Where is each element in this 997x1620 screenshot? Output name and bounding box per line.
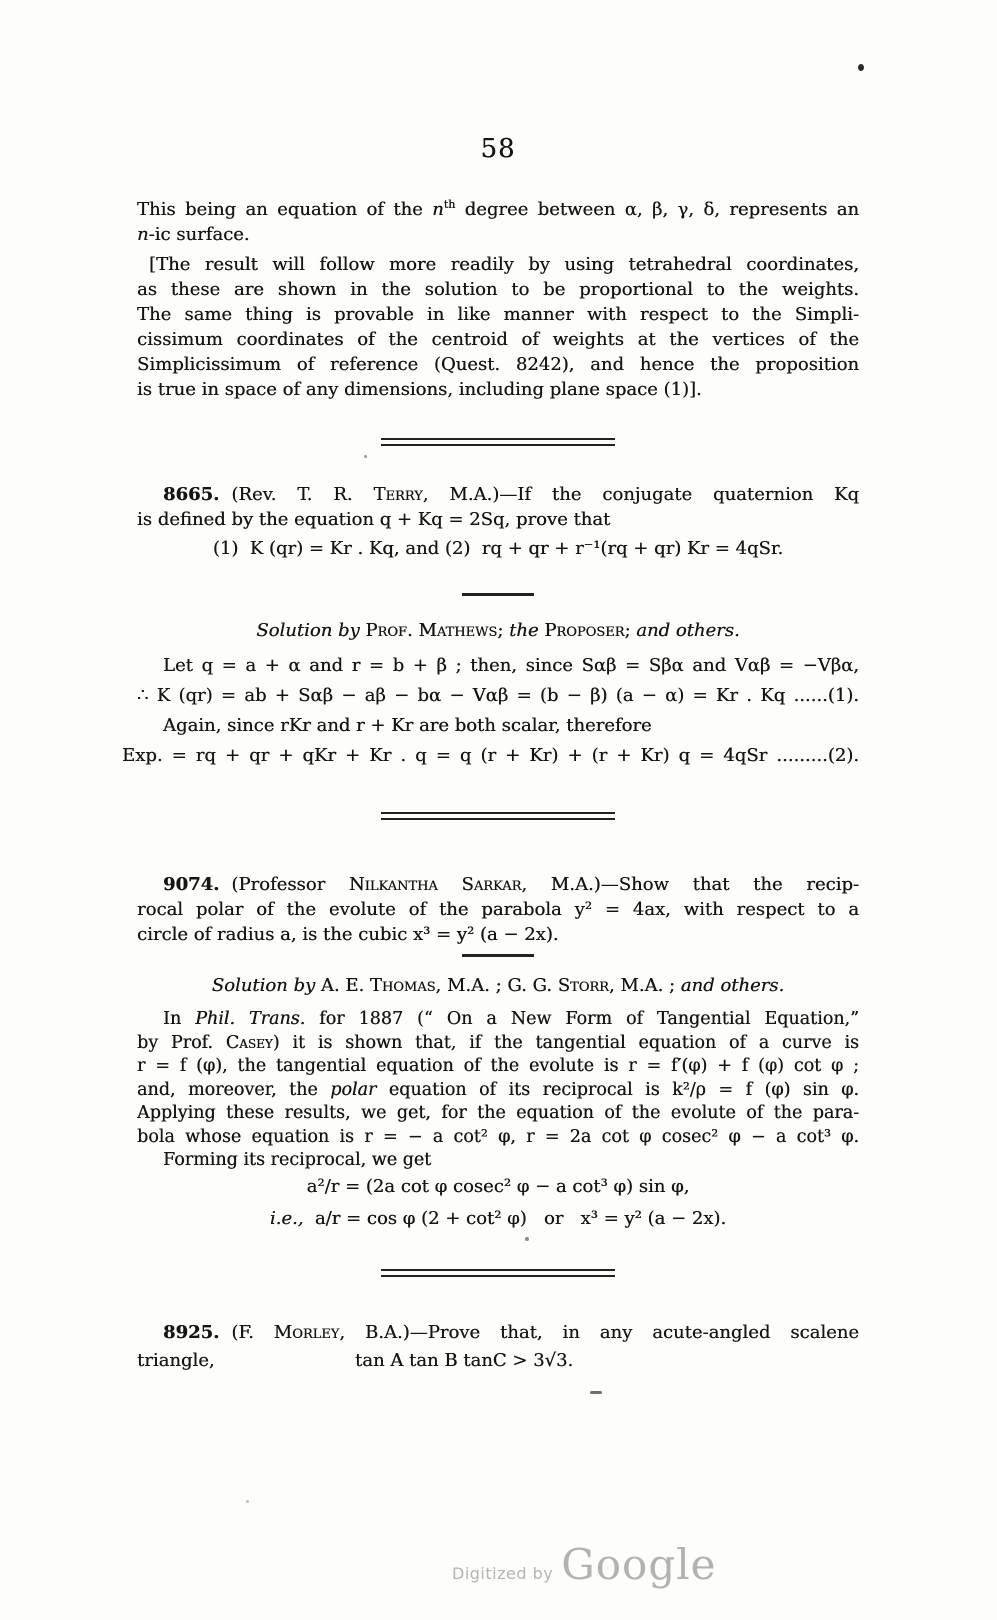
display-equation-9074-1: a²/r = (2a cot φ cosec² φ − a cot³ φ) sin φ, <box>306 1176 690 1197</box>
intro-paragraph <box>137 197 859 247</box>
byline-fragment: Solution by <box>256 620 366 641</box>
text-fragment: by Prof. <box>137 1032 226 1053</box>
solution-body-9074 <box>137 1008 859 1173</box>
problem-8665-heading <box>137 482 859 532</box>
solution-body-8665 <box>122 651 859 771</box>
solver-name: G. G. Storr <box>507 975 609 996</box>
text-line: is true in space of any dimensions, including plane space (1)]. <box>137 379 702 400</box>
solution-divider-rule <box>462 593 534 596</box>
scan-speck <box>590 1391 602 1394</box>
display-equation-9074-2 <box>137 1208 859 1229</box>
emphasized-word: polar <box>330 1079 377 1100</box>
solution-line <box>137 1008 859 1032</box>
text-fragment: (Rev. T. R. <box>231 484 374 505</box>
byline-fragment: ; <box>497 620 510 641</box>
section-divider-double-rule <box>381 812 615 820</box>
text-line <box>137 872 859 897</box>
author-name: Casey <box>225 1032 273 1053</box>
byline-fragment: , M.A. ; <box>608 975 681 996</box>
section-divider-double-rule <box>381 1269 615 1277</box>
text-line: is defined by the equation q + Kq = 2Sq, prove that <box>137 509 611 530</box>
text-fragment: (F. <box>231 1322 274 1343</box>
byline-fragment: and others. <box>680 975 785 996</box>
solution-line: Let q = a + α and r = b + β ; then, since Sαβ = Sβα and Vαβ = −Vβα, <box>163 655 859 676</box>
text-line: The same thing is provable in like manner with respect to the Simpli- <box>137 304 859 325</box>
proposer-name: Morley <box>273 1322 340 1343</box>
text-line: as these are shown in the solution to be proportional to the weights. <box>137 279 859 300</box>
byline-fragment: Solution by <box>211 975 321 996</box>
problem-number: 8925. <box>163 1322 220 1343</box>
scan-speck <box>525 1237 529 1241</box>
math-variable: n <box>137 224 149 245</box>
text-fragment: degree between α, β, γ, δ, represents an <box>455 199 859 220</box>
solution-line: ∴ K (qr) = ab + Sαβ − aβ − bα − Vαβ = (b − β) (a − α) = Kr . Kq ......(1). <box>137 685 859 706</box>
text-line <box>137 197 859 222</box>
solution-line: bola whose equation is r = − a cot² φ, r = 2a cot φ cosec² φ − a cot³ φ. <box>137 1126 859 1147</box>
byline-fragment: , M.A. ; <box>435 975 508 996</box>
equation-fragment: a/r = cos φ (2 + cot² φ) or x³ = y² (a − 2x). <box>303 1208 727 1229</box>
solution-line: r = f (φ), the tangential equation of the evolute is r = f′(φ) + f (φ) cot φ ; <box>137 1056 859 1076</box>
text-fragment: for 1887 (“ On a New Form of Tangential Equation,” <box>305 1009 860 1029</box>
text-line <box>137 1348 859 1373</box>
text-line <box>137 1320 859 1345</box>
text-line <box>137 482 859 507</box>
text-line: circle of radius a, is the cubic x³ = y² (a − 2x). <box>137 924 559 945</box>
google-logo: Google <box>561 1540 717 1589</box>
text-fragment: ) it is shown that, if the tangential equation of a curve is <box>272 1032 859 1053</box>
text-fragment: This being an equation of the <box>137 199 433 220</box>
solution-byline-9074 <box>137 975 859 996</box>
watermark-prefix: Digitized by <box>452 1564 554 1583</box>
proposer-name: Terry <box>373 484 423 505</box>
text-fragment: and, moreover, the <box>137 1079 331 1100</box>
problem-number: 9074. <box>163 874 220 895</box>
text-fragment: , M.A.)—Show that the recip- <box>521 874 859 895</box>
solution-byline-8665 <box>137 620 859 641</box>
bracket-note-paragraph <box>137 252 859 402</box>
scan-speck <box>246 1500 249 1503</box>
inline-equation: tan A tan B tanC > 3√3. <box>355 1350 574 1371</box>
text-fragment: triangle, <box>137 1350 215 1371</box>
text-fragment: In <box>163 1009 196 1029</box>
text-line: Simplicissimum of reference (Quest. 8242), and hence the proposition <box>137 354 859 375</box>
text-fragment: (Professor <box>231 874 349 895</box>
text-line: cissimum coordinates of the centroid of weights at the vertices of the <box>137 329 859 350</box>
problem-8925-heading <box>137 1320 859 1373</box>
proposer-name: Nilkantha Sarkar <box>348 874 522 895</box>
solution-line: Forming its reciprocal, we get <box>163 1150 432 1170</box>
scan-speck <box>364 455 367 458</box>
solution-divider-rule <box>462 954 534 957</box>
math-variable: n <box>432 199 444 220</box>
problem-number: 8665. <box>163 484 220 505</box>
superscript: th <box>443 198 456 211</box>
text-line: rocal polar of the evolute of the parabola y² = 4ax, with respect to a <box>137 899 859 920</box>
page-number: 58 <box>480 134 516 164</box>
solver-name: Proposer <box>544 620 625 641</box>
solution-line: Applying these results, we get, for the equation of the evolute of the para- <box>137 1103 859 1123</box>
solution-line: Again, since rKr and r + Kr are both scalar, therefore <box>163 715 652 736</box>
solution-line <box>137 1079 859 1103</box>
text-fragment: -ic surface. <box>148 224 250 245</box>
section-divider-double-rule <box>381 438 615 446</box>
solver-name: Prof. Mathews <box>365 620 498 641</box>
solver-name: A. E. Thomas <box>320 975 436 996</box>
problem-9074-heading <box>137 872 859 947</box>
solution-line: Exp. = rq + qr + qKr + Kr . q = q (r + Kr) + (r + Kr) q = 4qSr .........(2). <box>122 745 859 766</box>
display-equation-8665: (1) K (qr) = Kr . Kq, and (2) rq + qr + r⁻¹(rq + qr) Kr = 4qSr. <box>212 538 784 559</box>
text-fragment: , M.A.)—If the conjugate quaternion Kq <box>422 484 859 505</box>
text-line: [The result will follow more readily by using tetrahedral coordinates, <box>149 254 859 275</box>
byline-fragment: ; <box>624 620 637 641</box>
journal-title: Phil. Trans. <box>195 1009 306 1029</box>
google-watermark <box>452 1540 717 1589</box>
text-line <box>137 222 859 247</box>
text-fragment: equation of its reciprocal is k²/ρ = f (φ) sin φ. <box>376 1079 859 1100</box>
ie-abbreviation: i.e., <box>269 1208 304 1229</box>
byline-fragment: the <box>509 620 545 641</box>
scan-speck <box>858 64 864 71</box>
solution-line <box>137 1032 859 1056</box>
text-fragment: , B.A.)—Prove that, in any acute-angled scalene <box>339 1322 859 1343</box>
byline-fragment: and others. <box>636 620 740 641</box>
